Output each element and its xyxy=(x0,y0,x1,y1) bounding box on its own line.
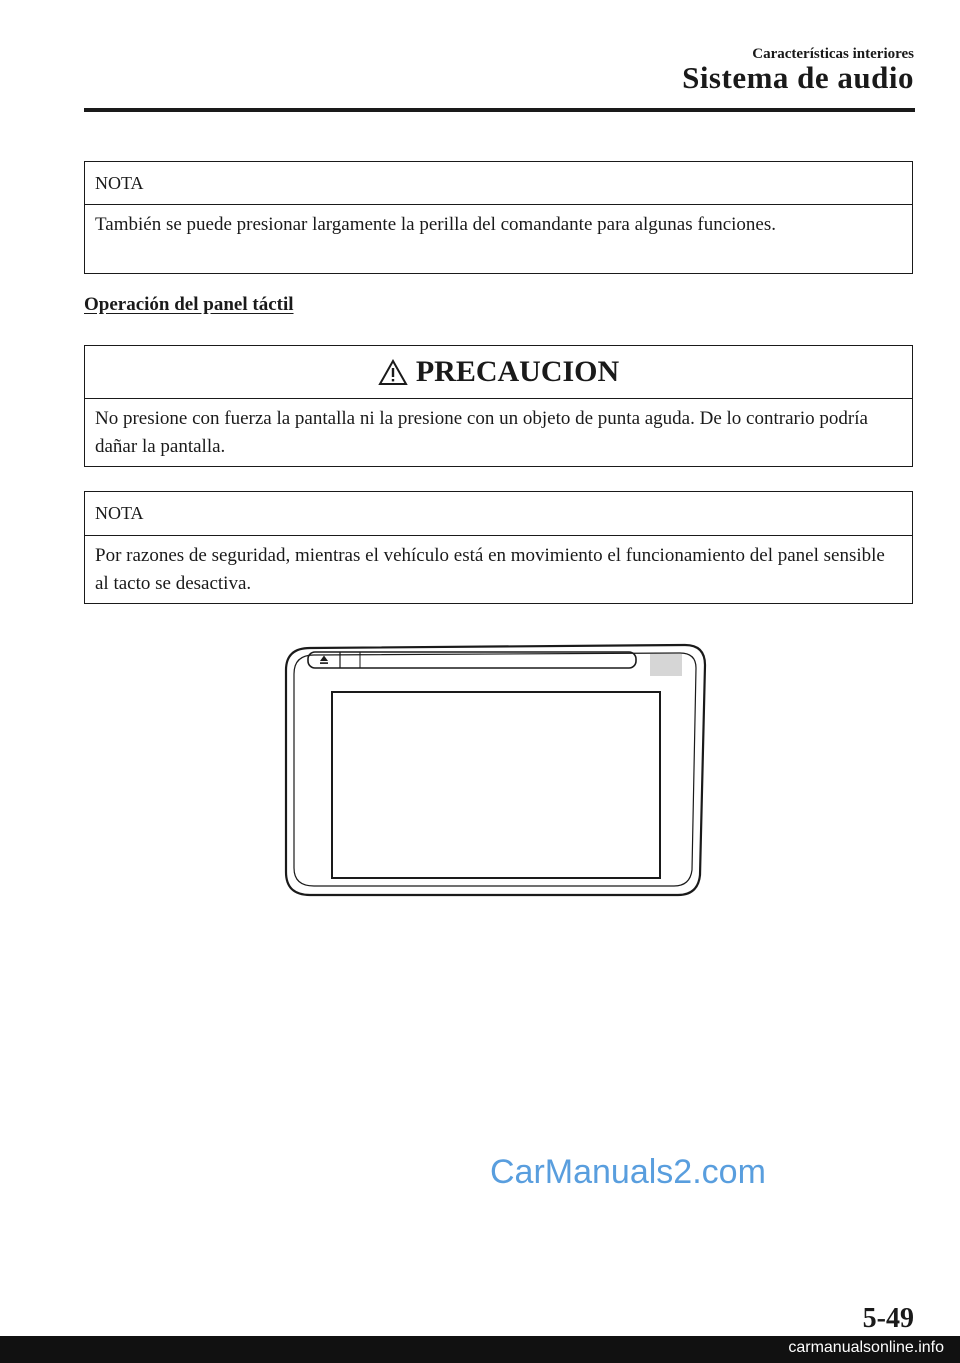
caution-box xyxy=(84,345,913,467)
caution-text: No presione con fuerza la pantalla ni la presione con un objeto de punta aguda. De lo contrario podría dañar la pantalla. xyxy=(95,408,868,457)
caution-label: PRECAUCION xyxy=(415,355,620,388)
touch-panel-illustration xyxy=(280,640,710,902)
section-subheading: Operación del panel táctil xyxy=(84,294,294,315)
display-bezel xyxy=(286,645,705,895)
note-text: Por razones de seguridad, mientras el vehículo está en movimiento el funcionamiento del panel sensible al tacto se desactiva. xyxy=(95,545,885,594)
page-title: Sistema de audio xyxy=(682,60,914,95)
page-number: 5-49 xyxy=(862,1303,914,1334)
touch-screen xyxy=(332,692,660,878)
footer-link[interactable]: carmanualsonline.info xyxy=(788,1339,944,1356)
header-section: Características interiores xyxy=(752,46,914,62)
eject-icon xyxy=(320,656,328,664)
note-label: NOTA xyxy=(85,492,912,536)
note-box-2 xyxy=(84,491,913,604)
note-label: NOTA xyxy=(85,162,912,205)
caution-header xyxy=(85,346,912,399)
header-rule xyxy=(84,108,915,112)
sensor-patch xyxy=(650,654,682,676)
note-box-1 xyxy=(84,161,913,274)
watermark: CarManuals2.com xyxy=(490,1153,766,1191)
warning-triangle-icon xyxy=(378,359,408,386)
inner-bezel xyxy=(294,653,696,886)
note-text: También se puede presionar largamente la perilla del comandante para algunas funciones. xyxy=(95,214,776,235)
